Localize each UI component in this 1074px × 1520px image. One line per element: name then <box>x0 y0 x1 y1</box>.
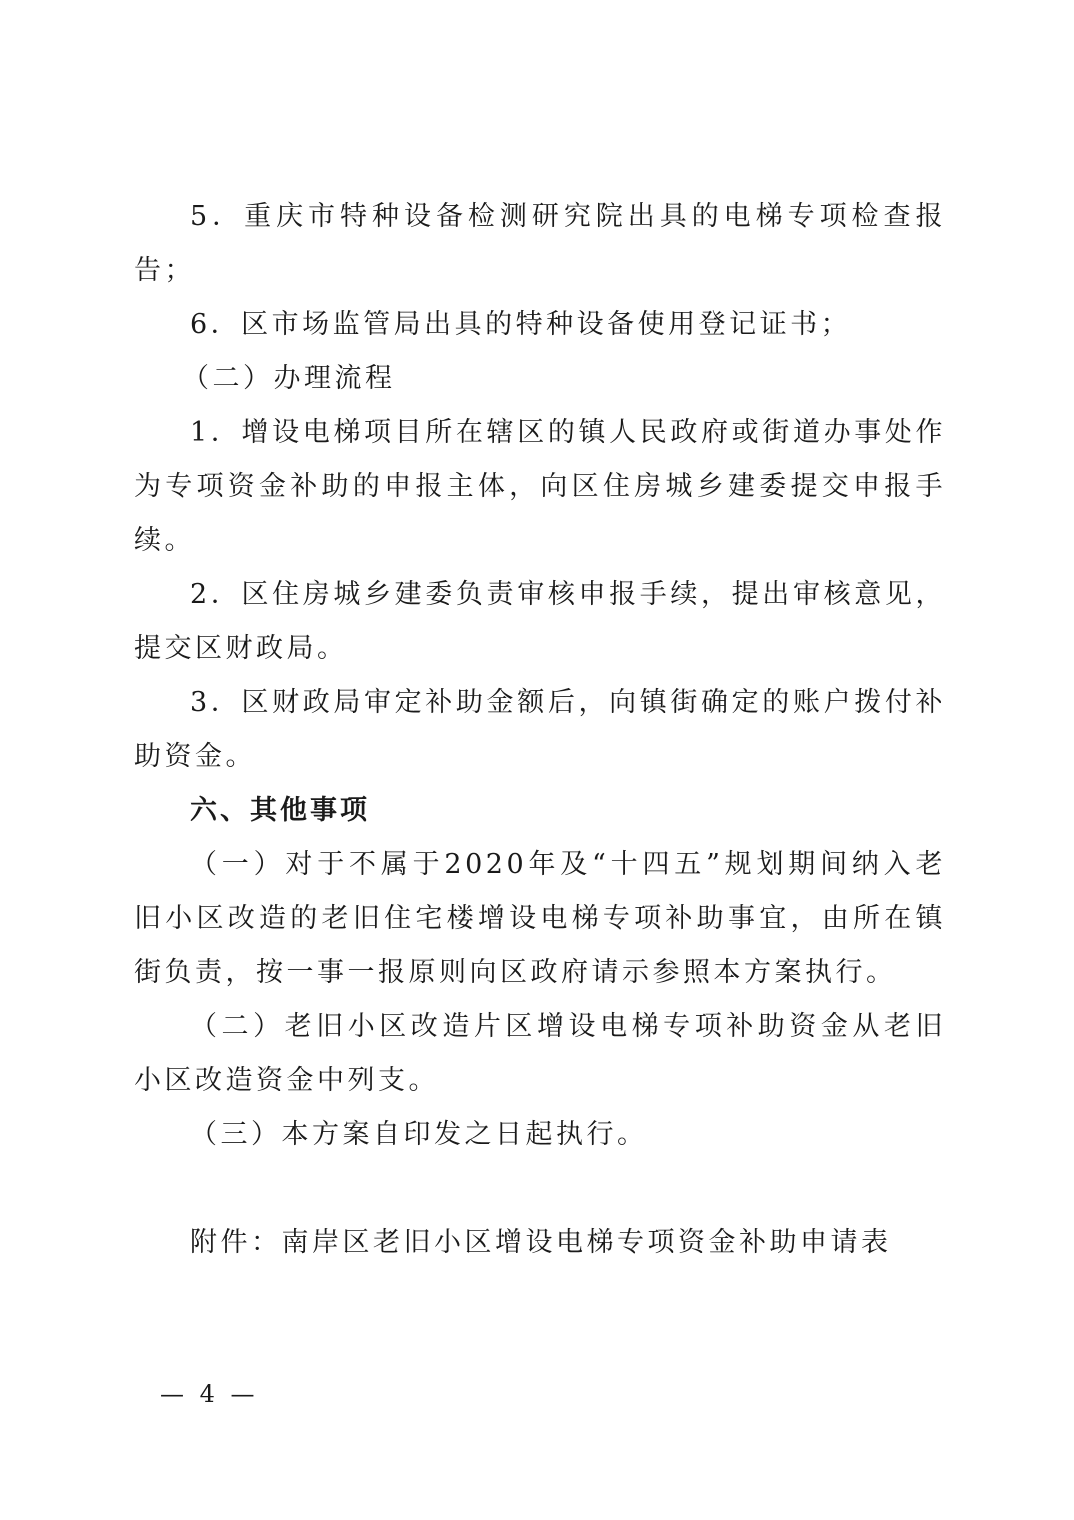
paragraph: （三）本方案自印发之日起执行。 <box>190 1119 648 1150</box>
list-item: 5．重庆市特种设备检测研究院出具的电梯专项检查报告； <box>134 201 946 286</box>
page-number: — 4 — <box>160 1380 259 1408</box>
attachment-note: 附件：南岸区老旧小区增设电梯专项资金补助申请表 <box>190 1227 892 1258</box>
list-item: 6．区市场监管局出具的特种设备使用登记证书； <box>190 309 852 340</box>
section-heading: 六、其他事项 <box>190 795 370 826</box>
section-subtitle: （二）办理流程 <box>182 363 396 394</box>
process-step: 2．区住房城乡建委负责审核申报手续，提出审核意见，提交区财政局。 <box>134 579 946 664</box>
process-step: 1．增设电梯项目所在辖区的镇人民政府或街道办事处作为专项资金补助的申报主体，向区住房城乡建委提交申报手续。 <box>134 417 946 556</box>
process-step: 3．区财政局审定补助金额后，向镇街确定的账户拨付补助资金。 <box>134 687 946 772</box>
document-body <box>134 190 946 1270</box>
paragraph: （一）对于不属于2020年及“十四五”规划期间纳入老旧小区改造的老旧住宅楼增设电梯专项补助事宜，由所在镇街负责，按一事一报原则向区政府请示参照本方案执行。 <box>134 849 946 988</box>
paragraph: （二）老旧小区改造片区增设电梯专项补助资金从老旧小区改造资金中列支。 <box>134 1011 946 1096</box>
